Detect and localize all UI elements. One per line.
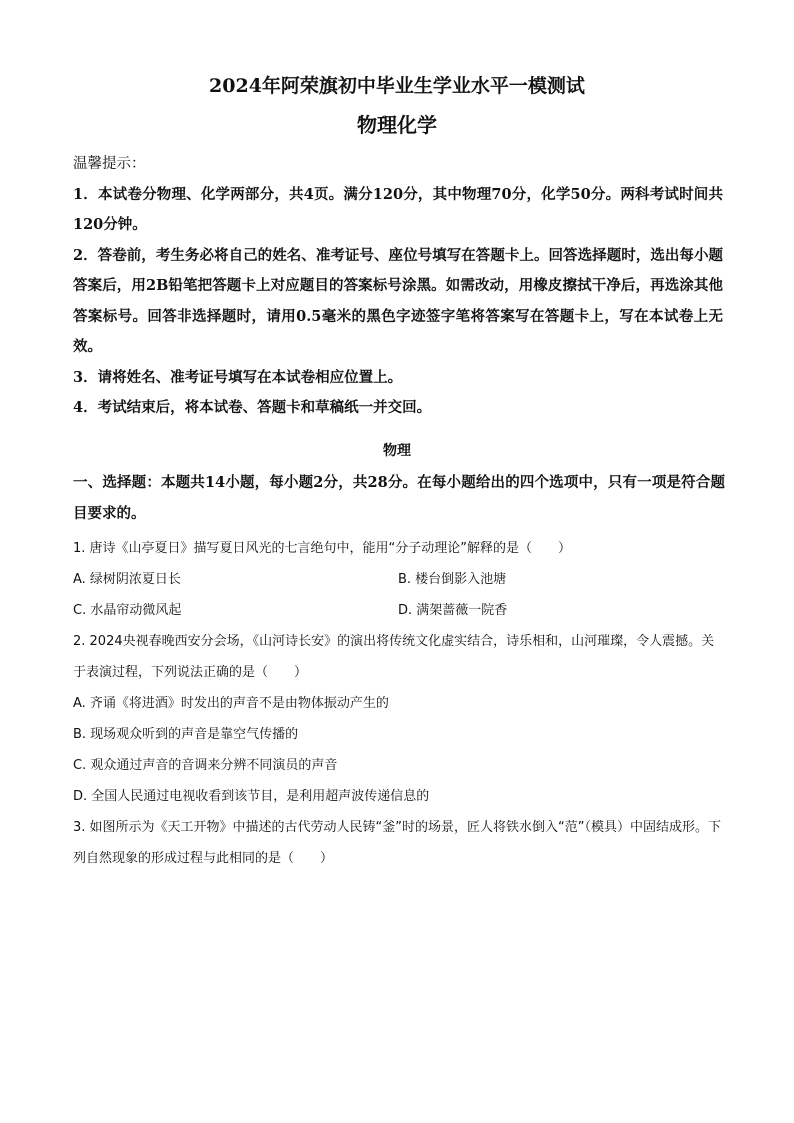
section-title: 物理: [383, 443, 411, 459]
exam-title: 2024年阿荣旗初中毕业生学业水平一模测试: [209, 75, 585, 97]
option: C. 水晶帘动微风起: [73, 603, 182, 618]
question-stem: 1. 唐诗《山亭夏日》描写夏日风光的七言绝句中，能用“分子动理论”解释的是（ ）: [73, 541, 572, 556]
option: D. 满架蔷薇一院香: [398, 603, 508, 618]
instruction-item: 3．请将姓名、准考证号填写在本试卷相应位置上。: [73, 368, 403, 386]
question-options: [73, 564, 725, 626]
option: D. 全国人民通过电视收看到该节目，是利用超声波传递信息的: [73, 789, 430, 804]
option: B. 楼台倒影入池塘: [398, 572, 507, 587]
option: A. 齐诵《将进酒》时发出的声音不是由物体振动产生的: [73, 696, 389, 711]
option: C. 观众通过声音的音调来分辨不同演员的声音: [73, 758, 338, 773]
question-stem: 3. 如图所示为《天工开物》中描述的古代劳动人民铸“釜”时的场景，匠人将铁水倒入“范”（模具）中固结成形。下列自然现象的形成过程与此相同的是（ ）: [73, 820, 721, 866]
instructions-heading: 温馨提示：: [73, 156, 146, 172]
instruction-item: 1．本试卷分物理、化学两部分，共4页。满分120分，其中物理70分，化学50分。两科考试时间共120分钟。: [73, 185, 723, 233]
question-list: [73, 533, 725, 874]
option: A. 绿树阴浓夏日长: [73, 572, 181, 587]
option: B. 现场观众听到的声音是靠空气传播的: [73, 727, 299, 742]
instruction-item: 4．考试结束后，将本试卷、答题卡和草稿纸一并交回。: [73, 399, 432, 416]
question-stem: 2. 2024央视春晚西安分会场，《山河诗长安》的演出将传统文化虚实结合，诗乐相和，山河璀璨，令人震撼。关于表演过程，下列说法正确的是（ ）: [73, 634, 715, 680]
instructions-block: [73, 149, 723, 424]
exam-subtitle: 物理化学: [357, 113, 437, 137]
instruction-item: 2．答卷前，考生务必将自己的姓名、准考证号、座位号填写在答题卡上。回答选择题时，选出每小题答案后，用2B铅笔把答题卡上对应题目的答案标号涂黑。如需改动，用橡皮擦拭干净后，再选涂其他答案标号。回答非选择题时，请用0.5毫米的黑色字迹签字笔将答案写在答题卡上，写在本试卷上无效。: [73, 246, 723, 355]
section-intro: 一、选择题：本题共14小题，每小题2分，共28分。在每小题给出的四个选项中，只有一项是符合题目要求的。: [73, 474, 725, 522]
